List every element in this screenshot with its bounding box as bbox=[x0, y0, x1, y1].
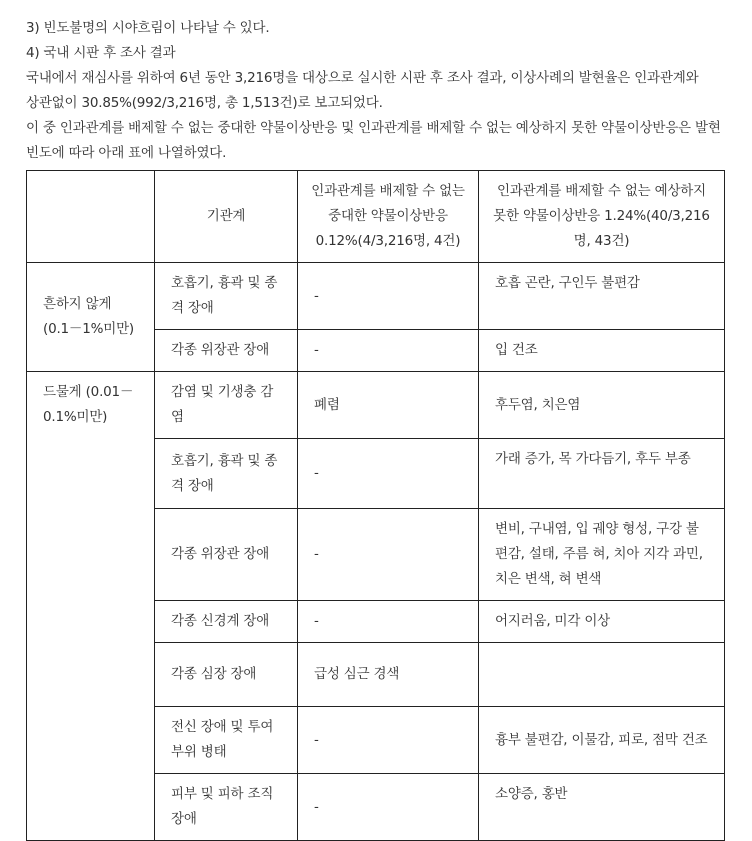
header-unexpected-reactions: 인과관계를 배제할 수 없는 예상하지 못한 약물이상반응 1.24%(40/3,216명, 43건) bbox=[479, 171, 725, 263]
line-blurred-vision: 3) 빈도불명의 시야흐림이 나타날 수 있다. bbox=[26, 20, 270, 36]
organ-cell: 호흡기, 흉곽 및 종격 장애 bbox=[155, 439, 298, 509]
unexpected-cell: 흉부 불편감, 이물감, 피로, 점막 건조 bbox=[479, 707, 725, 774]
serious-cell: - bbox=[298, 263, 479, 330]
line-survey-2: 상관없이 30.85%(992/3,216명, 총 1,513건)로 보고되었다. bbox=[26, 95, 383, 111]
table-header-row bbox=[27, 171, 725, 263]
unexpected-cell: 가래 증가, 목 가다듬기, 후두 부종 bbox=[479, 439, 725, 509]
line-survey-1: 국내에서 재심사를 위하여 6년 동안 3,216명을 대상으로 실시한 시판 후 조사 결과, 이상사례의 발현율은 인과관계와 bbox=[26, 70, 699, 86]
header-organ-class: 기관계 bbox=[155, 171, 298, 263]
serious-cell: - bbox=[298, 707, 479, 774]
organ-cell: 각종 위장관 장애 bbox=[155, 330, 298, 372]
serious-cell: - bbox=[298, 330, 479, 372]
serious-cell: 폐렴 bbox=[298, 372, 479, 439]
adverse-reactions-table bbox=[26, 170, 725, 841]
serious-cell: - bbox=[298, 601, 479, 643]
organ-cell: 호흡기, 흉곽 및 종격 장애 bbox=[155, 263, 298, 330]
unexpected-cell: 후두염, 치은염 bbox=[479, 372, 725, 439]
serious-cell: - bbox=[298, 509, 479, 601]
frequency-uncommon: 흔하지 않게 (0.1－1%미만) bbox=[27, 263, 155, 372]
organ-cell: 감염 및 기생충 감염 bbox=[155, 372, 298, 439]
organ-cell: 각종 위장관 장애 bbox=[155, 509, 298, 601]
unexpected-cell bbox=[479, 643, 725, 707]
line-table-intro: 이 중 인과관계를 배제할 수 없는 중대한 약물이상반응 및 인과관계를 배제할 수 없는 예상하지 못한 약물이상반응은 발현 빈도에 따라 아래 표에 나열하였다. bbox=[26, 120, 721, 161]
unexpected-cell: 어지러움, 미각 이상 bbox=[479, 601, 725, 643]
organ-cell: 피부 및 피하 조직 장애 bbox=[155, 774, 298, 841]
header-frequency bbox=[27, 171, 155, 263]
unexpected-cell: 변비, 구내염, 입 궤양 형성, 구강 불편감, 설태, 주름 혀, 치아 지각 과민, 치은 변색, 혀 변색 bbox=[479, 509, 725, 601]
unexpected-cell: 소양증, 홍반 bbox=[479, 774, 725, 841]
serious-cell: 급성 심근 경색 bbox=[298, 643, 479, 707]
unexpected-cell: 호흡 곤란, 구인두 불편감 bbox=[479, 263, 725, 330]
table-row bbox=[27, 372, 725, 439]
table-row bbox=[27, 263, 725, 330]
serious-cell: - bbox=[298, 774, 479, 841]
organ-cell: 전신 장애 및 투여 부위 병태 bbox=[155, 707, 298, 774]
frequency-rare: 드물게 (0.01－0.1%미만) bbox=[27, 372, 155, 841]
intro-text bbox=[26, 16, 726, 166]
unexpected-cell: 입 건조 bbox=[479, 330, 725, 372]
organ-cell: 각종 신경계 장애 bbox=[155, 601, 298, 643]
serious-cell: - bbox=[298, 439, 479, 509]
line-section-heading: 4) 국내 시판 후 조사 결과 bbox=[26, 45, 176, 61]
header-serious-reactions: 인과관계를 배제할 수 없는 중대한 약물이상반응 0.12%(4/3,216명, 4건) bbox=[298, 171, 479, 263]
organ-cell: 각종 심장 장애 bbox=[155, 643, 298, 707]
